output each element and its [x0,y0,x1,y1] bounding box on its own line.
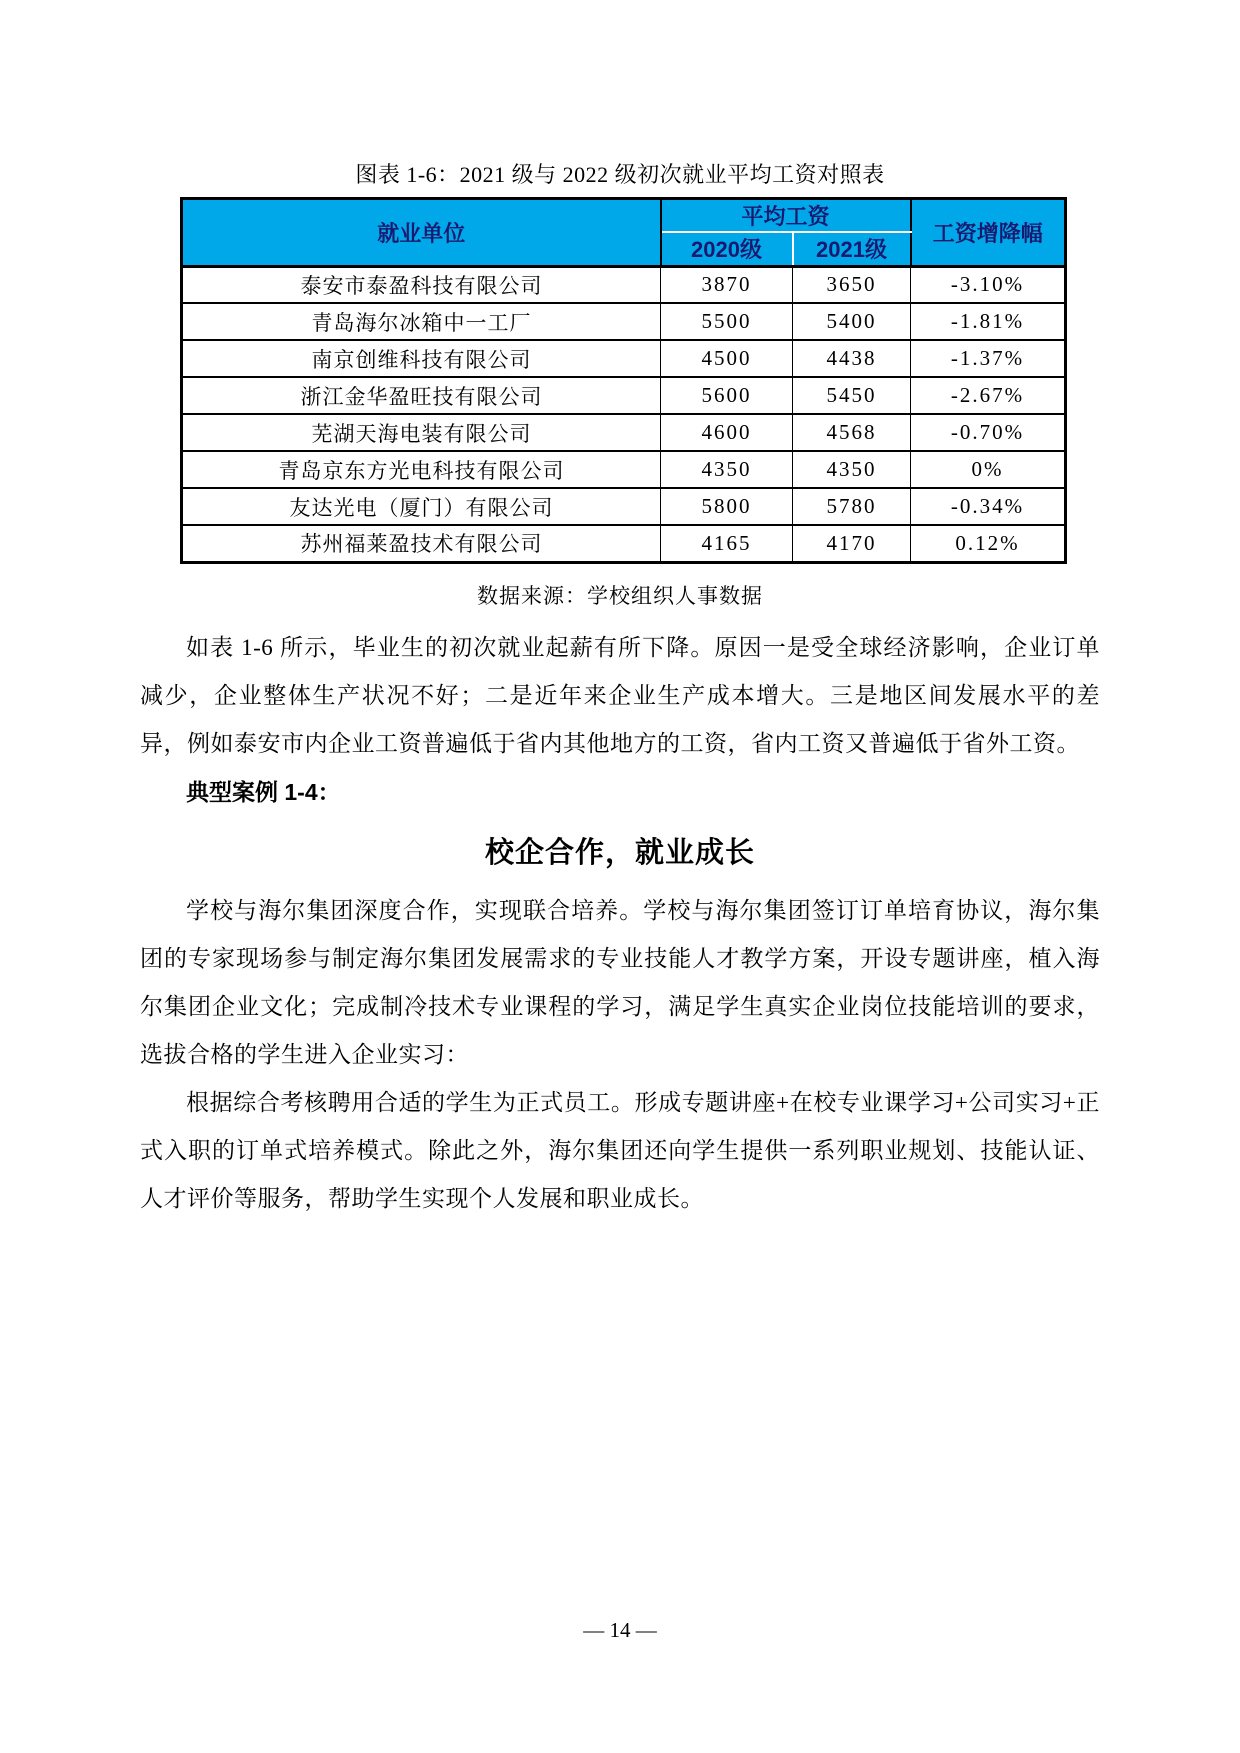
unit-cell: 友达光电（厦门）有限公司 [182,488,661,525]
unit-cell: 青岛京东方光电科技有限公司 [182,451,661,488]
unit-cell: 苏州福莱盈技术有限公司 [182,525,661,562]
data-source-note: 数据来源：学校组织人事数据 [477,583,763,608]
unit-cell: 泰安市泰盈科技有限公司 [182,266,661,303]
salary-2021-cell: 5780 [793,488,911,525]
case-paragraph-2: 根据综合考核聘用合适的学生为正式员工。形成专题讲座+在校专业课学习+公司实习+正式入职的订单式培养模式。除此之外，海尔集团还向学生提供一系列职业规划、技能认证、人才评价等服务，帮助学生实现个人发展和职业成长。 [140,1089,1100,1211]
case-study-label: 典型案例 1-4： [186,778,341,805]
change-cell: -3.10% [911,266,1066,303]
unit-cell: 青岛海尔冰箱中一工厂 [182,303,661,340]
table-row [182,488,1066,525]
change-cell: -1.81% [911,303,1066,340]
salary-2020-cell: 4350 [661,451,793,488]
table-row [182,303,1066,340]
change-cell: -2.67% [911,377,1066,414]
table-header [182,199,1066,267]
change-cell: 0.12% [911,525,1066,562]
salary-2020-cell: 4165 [661,525,793,562]
salary-2021-cell: 4350 [793,451,911,488]
salary-2021-cell: 4438 [793,340,911,377]
salary-2021-cell: 3650 [793,266,911,303]
change-cell: -0.70% [911,414,1066,451]
table-row [182,525,1066,562]
salary-2020-cell: 4500 [661,340,793,377]
salary-2021-cell: 5400 [793,303,911,340]
salary-2020-cell: 5500 [661,303,793,340]
salary-2020-cell: 3870 [661,266,793,303]
change-cell: 0% [911,451,1066,488]
page-content [140,158,1100,1223]
unit-cell: 南京创维科技有限公司 [182,340,661,377]
salary-2021-cell: 4568 [793,414,911,451]
header-cell-unit: 就业单位 [182,199,661,267]
analysis-paragraph: 如表 1-6 所示，毕业生的初次就业起薪有所下降。原因一是受全球经济影响，企业订单减少，企业整体生产状况不好；二是近年来企业生产成本增大。三是地区间发展水平的差异，例如泰安市内企业工资普遍低于省内其他地方的工资，省内工资又普遍低于省外工资。 [140,634,1100,756]
change-cell: -0.34% [911,488,1066,525]
header-cell-average-salary: 平均工资 [661,199,911,233]
header-cell-change: 工资增降幅 [911,199,1066,267]
table-caption: 图表 1-6：2021 级与 2022 级初次就业平均工资对照表 [355,162,885,187]
table-row [182,414,1066,451]
table-row [182,266,1066,303]
salary-2020-cell: 5600 [661,377,793,414]
salary-2021-cell: 5450 [793,377,911,414]
salary-comparison-table [180,197,1067,564]
table-row [182,451,1066,488]
table-row [182,340,1066,377]
case-paragraph-1: 学校与海尔集团深度合作，实现联合培养。学校与海尔集团签订订单培育协议，海尔集团的专家现场参与制定海尔集团发展需求的专业技能人才教学方案，开设专题讲座，植入海尔集团企业文化；完成制冷技术专业课程的学习，满足学生真实企业岗位技能培训的要求，选拔合格的学生进入企业实习： [140,897,1100,1067]
table-row [182,377,1066,414]
unit-cell: 浙江金华盈旺技有限公司 [182,377,661,414]
salary-2020-cell: 4600 [661,414,793,451]
header-cell-cohort-2021: 2021级 [793,232,911,266]
unit-cell: 芜湖天海电装有限公司 [182,414,661,451]
case-study-title: 校企合作，就业成长 [484,836,755,869]
change-cell: -1.37% [911,340,1066,377]
salary-2020-cell: 5800 [661,488,793,525]
header-cell-cohort-2020: 2020级 [661,232,793,266]
page-number: — 14 — [583,1618,657,1642]
salary-2021-cell: 4170 [793,525,911,562]
